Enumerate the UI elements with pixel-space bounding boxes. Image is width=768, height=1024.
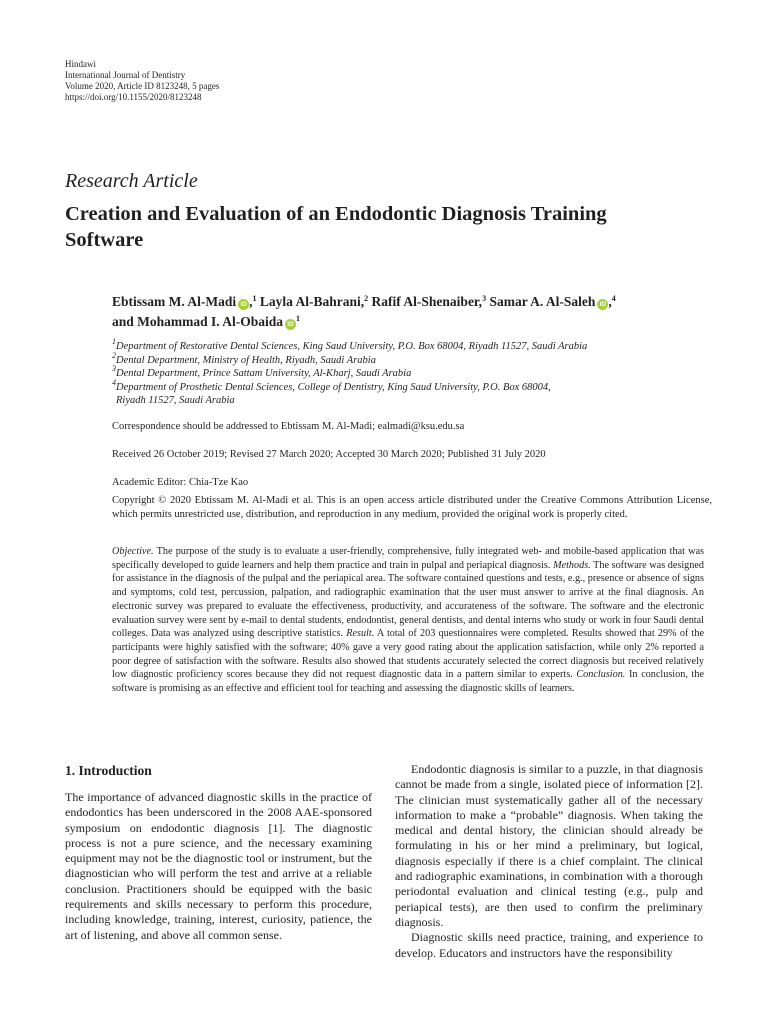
abstract-objective-label: Objective. — [112, 546, 154, 557]
author-3[interactable] — [372, 294, 487, 309]
author-affiliation-sup: 4 — [611, 294, 616, 303]
abstract-conclusion: In conclusion, the software is promising as an effective and efficient tool for teaching and assessing the diagnostic skills of learners. — [112, 669, 704, 695]
author-name: Ebtissam M. Al-Madi — [112, 294, 237, 309]
body-paragraph: The importance of advanced diagnostic skills in the practice of endodontics has been underscored in the 2008 AAE-sponsored symposium on endodontic diagnosis [1]. The diagnostic process is not a pure science, and the necessary examining equipment may not be the diagnostic tool or instrument, but the diagnostician who will perform the test and arrive at a reliable conclusion. Practitioners should be equipped with the basic requirements and skills necessary to perform this procedure, including knowledge, training, interest, curiosity, patience, the art of listening, and above all common sense. — [65, 790, 372, 942]
abstract-conclusion-label: Conclusion. — [576, 669, 626, 681]
abstract — [112, 545, 704, 696]
body-paragraph: Endodontic diagnosis is similar to a puzzle, in that diagnosis cannot be made from a single, isolated piece of information [2]. The clinician must systematically gather all of the necessary information to make a “probable” diagnosis. When taking the medical and dental history, the clinician should already be formulating in his or her mind a preliminary, but logical, diagnosis especially if there is a chief complaint. The clinical and radiographic examinations, in combination with a thorough periodontal evaluation and clinical testing (e.g., pulp and periapical tests), are then used to confirm the preliminary diagnosis. — [395, 762, 703, 929]
abstract-result: A total of 203 questionnaires were completed. Results showed that 29% of the participants were highly satisfied with the software; 40% gave a very good rating about the application satisfaction, while only 2% reported a poor degree of satisfaction with the software. Results also showed that students accurately selected the correct diagnosis but received relatively low diagnostic proficiency scores because they did not request diagnostic data in a pattern similar to experts. — [112, 628, 704, 681]
author-name: Rafif Al-Shenaiber, — [371, 294, 483, 309]
academic-editor: Academic Editor: Chia-Tze Kao — [112, 477, 249, 488]
abstract-objective: The purpose of the study is to evaluate a user-friendly, comprehensive, fully integrated web- and mobile-based application that was specifically developed to guide learners and help them practice and train in pulpal and periapical diagnosis. — [112, 546, 704, 571]
affiliation-1: $^1$Department of Restorative Dental Sciences, King Saud University, P.O. Box 68004, Riyadh 11527, Saudi Arabia — [112, 337, 588, 352]
author-4[interactable]: Samar A. Al-Saleh iD ,$^4$ — [489, 294, 616, 309]
affiliation-4-continued: Riyadh 11527, Saudi Arabia — [116, 395, 235, 407]
orcid-icon[interactable]: iD — [238, 299, 249, 310]
article-type: Research Article — [65, 170, 198, 192]
body-column-right — [395, 762, 703, 961]
author-name: and Mohammad I. Al-Obaida — [112, 314, 284, 329]
author-name: Layla Al-Bahrani, — [259, 294, 365, 309]
affiliations — [112, 337, 712, 408]
affiliation-2: $^2$Dental Department, Ministry of Health, Riyadh, Saudi Arabia — [112, 350, 376, 366]
orcid-icon[interactable]: iD — [285, 319, 296, 330]
author-2[interactable] — [260, 294, 368, 309]
publication-dates: Received 26 October 2019; Revised 27 March 2020; Accepted 30 March 2020; Published 31 July 2020 — [112, 449, 546, 460]
author-list — [112, 292, 712, 332]
copyright-notice: Copyright © 2020 Ebtissam M. Al-Madi et al. This is an open access article distributed under the Creative Commons Attribution License, which permits unrestricted use, distribution, and reproduction in any medium, provided the original work is properly cited. — [112, 495, 712, 520]
journal-name: International Journal of Dentistry — [65, 70, 186, 80]
abstract-methods: The software was designed for assistance in the diagnosis of the pulpal and the periapical area. The software contained questions and tests, e.g., presence or absence of signs and symptoms, cold test, percussion, palpation, and radiographic examination that the user must answer to arrive at the final diagnosis. An electronic survey was prepared to evaluate the effectiveness, productivity, and accurateness of the software. The software and the electronic evaluation survey were sent by e-mail to dental students, endodontist, general dentists, and dental interns who study or work in four Saudi dental colleges. Data was analyzed using descriptive statistics. — [112, 559, 704, 640]
section-heading-introduction: 1. Introduction — [65, 763, 152, 778]
orcid-icon[interactable]: iD — [597, 299, 608, 310]
author-name: Samar A. Al-Saleh — [489, 294, 596, 309]
author-affiliation-sup: 2 — [364, 294, 369, 303]
body-column-left — [65, 790, 372, 943]
publisher-name: Hindawi — [65, 59, 96, 69]
affiliation-3: $^3$Dental Department, Prince Sattam University, Al-Kharj, Saudi Arabia — [112, 364, 412, 380]
body-paragraph: Diagnostic skills need practice, training, and experience to develop. Educators and instructors have the responsibility — [395, 930, 703, 960]
author-5[interactable] — [112, 314, 300, 329]
volume-info: Volume 2020, Article ID 8123248, 5 pages — [65, 81, 220, 91]
abstract-methods-label: Methods. — [553, 559, 591, 571]
author-1[interactable]: Ebtissam M. Al-Madi iD ,$^1$ — [112, 294, 257, 309]
author-affiliation-sup: 1 — [296, 314, 301, 323]
author-affiliation-sup: 1 — [252, 294, 257, 303]
doi-link[interactable]: https://doi.org/10.1155/2020/8123248 — [65, 92, 202, 102]
correspondence: Correspondence should be addressed to Ebtissam M. Al-Madi; ealmadi@ksu.edu.sa — [112, 421, 465, 432]
journal-masthead — [65, 59, 219, 103]
affiliation-4: $^4$Department of Prosthetic Dental Sciences, College of Dentistry, King Saud University, P.O. Box 68004, — [112, 377, 551, 393]
article-title: Creation and Evaluation of an Endodontic Diagnosis Training Software — [65, 203, 607, 251]
abstract-result-label: Result. — [346, 628, 375, 640]
author-affiliation-sup: 3 — [482, 294, 487, 303]
